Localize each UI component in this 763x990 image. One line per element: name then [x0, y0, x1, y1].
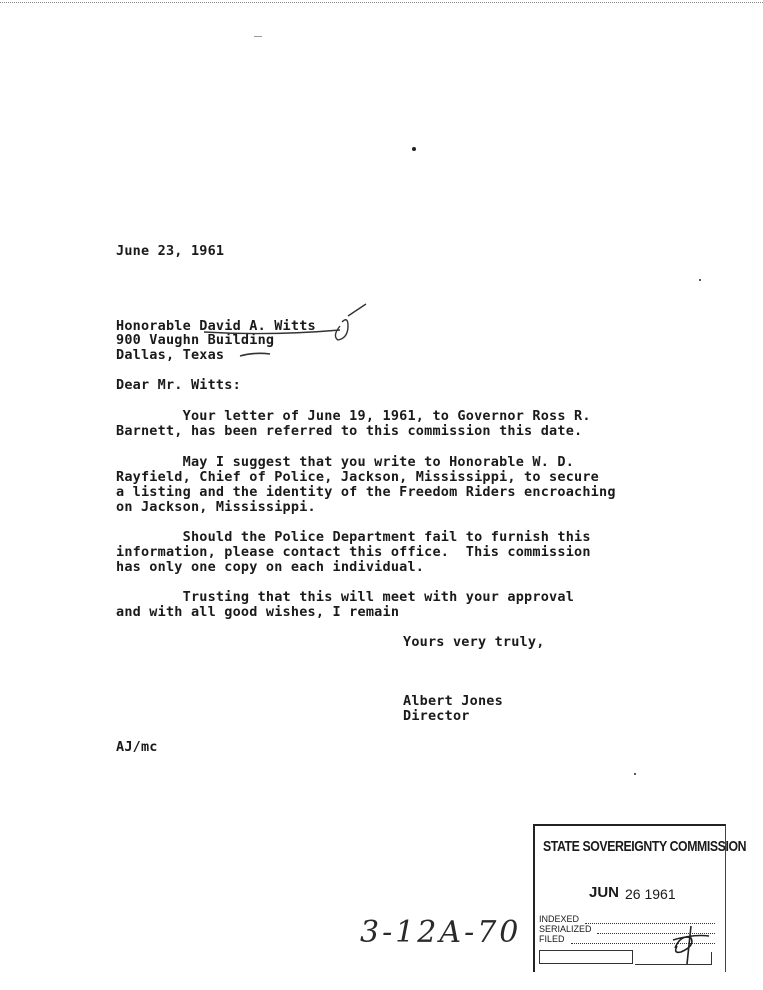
stamp-serialized-label: SERIALIZED: [539, 924, 592, 934]
paragraph-1-line-2: Barnett, has been referred to this commission this date.: [116, 423, 583, 439]
letter-date: June 23, 1961: [116, 243, 225, 259]
stamp-date-day-year: 26 1961: [625, 886, 676, 902]
scan-speck: [412, 147, 416, 151]
paragraph-2-line-4: on Jackson, Mississippi.: [116, 499, 316, 515]
paragraph-4-line-1: Trusting that this will meet with your approval: [116, 589, 575, 605]
stamp-indexed-label: INDEXED: [539, 914, 580, 924]
stamp-filed-label: FILED: [539, 934, 565, 944]
paragraph-2-line-3: a listing and the identity of the Freedom Riders encroaching: [116, 484, 616, 500]
closing: Yours very truly,: [403, 634, 545, 650]
paragraph-1-line-1: Your letter of June 19, 1961, to Governor Ross R.: [116, 408, 591, 424]
paragraph-2-line-1: May I suggest that you write to Honorable W. D.: [116, 454, 575, 470]
paragraph-4-line-2: and with all good wishes, I remain: [116, 604, 400, 620]
paragraph-2-line-2: Rayfield, Chief of Police, Jackson, Mississippi, to secure: [116, 469, 600, 485]
handwritten-file-number: 3-12A-70: [360, 915, 522, 950]
address-line-3: Dallas, Texas: [116, 347, 225, 363]
scan-mark: [254, 36, 262, 37]
stamp-title: STATE SOVEREIGNTY COMMISSION: [543, 838, 747, 855]
paragraph-3-line-2: information, please contact this office. This commission: [116, 544, 591, 560]
salutation: Dear Mr. Witts:: [116, 377, 241, 393]
receipt-stamp: [533, 824, 747, 972]
signer-name: Albert Jones: [403, 693, 503, 709]
handwritten-marks: [200, 300, 380, 370]
address-line-2: 900 Vaughn Building: [116, 332, 275, 348]
typist-initials: AJ/mc: [116, 739, 158, 755]
scan-speck: [634, 773, 636, 775]
top-perforation: [0, 2, 763, 3]
address-line-1: Honorable David A. Witts: [116, 318, 316, 334]
stamp-box: [539, 950, 633, 964]
handwritten-stamp-mark: [667, 918, 717, 968]
scan-speck: [699, 279, 701, 281]
stamp-date-month: JUN: [589, 884, 620, 901]
paragraph-3-line-1: Should the Police Department fail to furnish this: [116, 529, 591, 545]
paragraph-3-line-3: has only one copy on each individual.: [116, 559, 425, 575]
signer-title: Director: [403, 708, 470, 724]
